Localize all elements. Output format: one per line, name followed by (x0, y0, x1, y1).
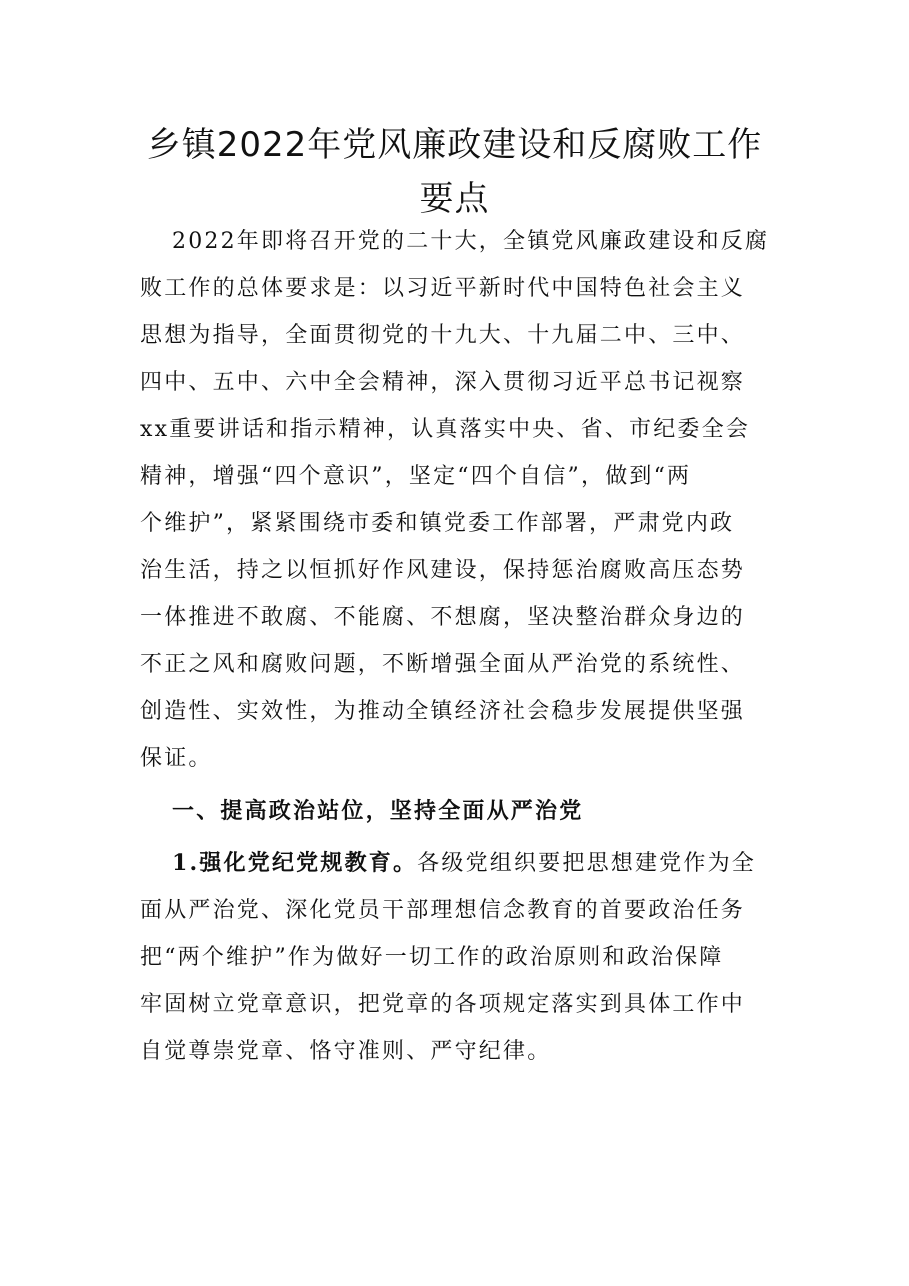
intro-line: 精神，增强“四个意识”，坚定“四个自信”，做到“两 (140, 464, 692, 489)
intro-line: 保证。 (140, 746, 213, 771)
intro-line: 治生活，持之以恒抓好作风建设，保持惩治腐败高压态势 (140, 558, 746, 583)
item-1-line: 把“两个维护”作为做好一切工作的政治原则和政治保障 (140, 945, 724, 970)
intro-line: 不正之风和腐败问题，不断增强全面从严治党的系统性、 (140, 652, 746, 677)
intro-line: 思想为指导，全面贯彻党的十九大、十九届二中、三中、 (140, 323, 746, 348)
intro-line: 一体推进不敢腐、不能腐、不想腐，坚决整治群众身边的 (140, 605, 746, 630)
intro-line: 败工作的总体要求是：以习近平新时代中国特色社会主义 (140, 276, 746, 301)
intro-paragraph (140, 218, 770, 782)
item-1-line: 牢固树立党章意识，把党章的各项规定落实到具体工作中 (140, 992, 746, 1017)
intro-line: 创造性、实效性，为推动全镇经济社会稳步发展提供坚强 (140, 699, 746, 724)
title-line-1: 乡镇2022年党风廉政建设和反腐败工作 (146, 125, 763, 165)
document-body (140, 218, 770, 1075)
item-1-first-line (140, 840, 770, 887)
item-1-line: 面从严治党、深化党员干部理想信念教育的首要政治任务 (140, 898, 746, 923)
item-1-first-text: 各级党组织要把思想建党作为全 (417, 851, 756, 876)
intro-line: 个维护”，紧紧围绕市委和镇党委工作部署，严肃党内政 (140, 511, 735, 536)
title-line-2: 要点 (419, 179, 490, 219)
intro-line: xx重要讲话和指示精神，认真落实中央、省、市纪委全会 (140, 417, 751, 442)
intro-line: 四中、五中、六中全会精神，深入贯彻习近平总书记视察 (140, 370, 746, 395)
item-1-paragraph (140, 840, 770, 1075)
document-title (100, 118, 809, 226)
intro-line: 2022年即将召开党的二十大，全镇党风廉政建设和反腐 (172, 229, 770, 254)
item-1-title: 1.强化党纪党规教育。 (172, 850, 418, 876)
item-1-line: 自觉尊崇党章、恪守准则、严守纪律。 (140, 1039, 552, 1064)
section-heading-1: 一、提高政治站位，坚持全面从严治党 (172, 798, 584, 824)
